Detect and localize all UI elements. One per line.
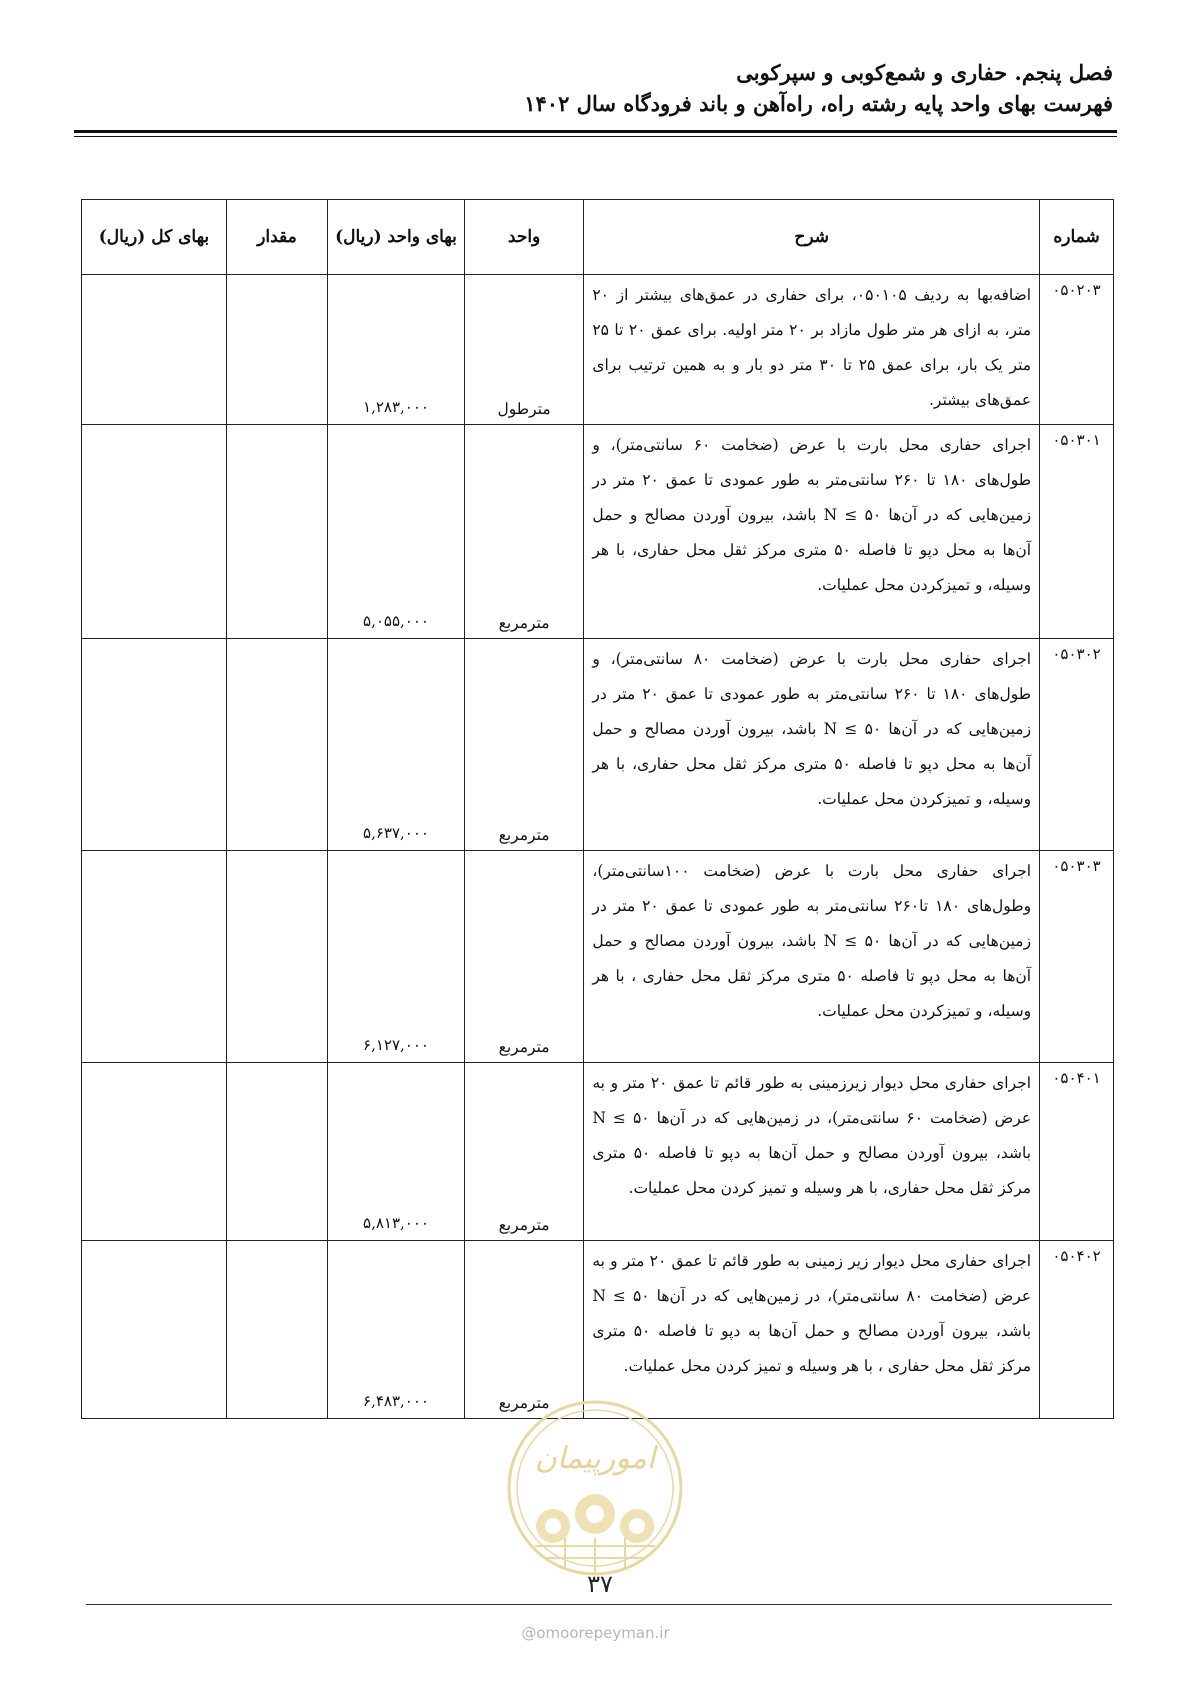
table-header-row — [82, 200, 1114, 275]
item-code: ۰۵۰۳۰۱ — [1040, 425, 1114, 639]
footer-rule — [86, 1604, 1112, 1605]
table-row — [82, 1063, 1114, 1241]
header-rule-thin — [74, 136, 1117, 137]
header-rule-thick — [74, 130, 1117, 133]
item-quantity — [226, 425, 327, 639]
table-row — [82, 1241, 1114, 1419]
header-quantity: مقدار — [226, 200, 327, 275]
price-list-table — [81, 199, 1114, 1419]
item-unit: مترطول — [464, 275, 584, 425]
item-unit-price: ۵,۸۱۳,۰۰۰ — [328, 1063, 465, 1241]
item-description: اجرای حفاری محل بارت با عرض (ضخامت ۸۰ سانتی‌متر)، و طول‌های ۱۸۰ تا ۲۶۰ سانتی‌متر به طور عمودی تا عمق ۲۰ متر در زمین‌هایی که در آن‌ها ۵۰ ≥ N باشد، بیرون آوردن مصالح و حمل آن‌ها به محل دپو تا فاصله ۵۰ متری مرکز ثقل محل حفاری، با هر وسیله، و تمیزکردن محل عملیات. — [584, 639, 1040, 851]
item-unit-price: ۱,۲۸۳,۰۰۰ — [328, 275, 465, 425]
page-header — [78, 58, 1113, 120]
website-watermark: @omoorepeyman.ir — [521, 1624, 670, 1642]
header-description: شرح — [584, 200, 1040, 275]
item-unit: مترمربع — [464, 639, 584, 851]
item-total-price — [82, 425, 227, 639]
item-unit-price: ۵,۶۳۷,۰۰۰ — [328, 639, 465, 851]
item-code: ۰۵۰۴۰۲ — [1040, 1241, 1114, 1419]
item-code: ۰۵۰۳۰۳ — [1040, 851, 1114, 1063]
header-code: شماره — [1040, 200, 1114, 275]
item-unit: مترمربع — [464, 425, 584, 639]
table-row — [82, 851, 1114, 1063]
item-description: اضافه‌بها به ردیف ۰۵۰۱۰۵، برای حفاری در عمق‌های بیشتر از ۲۰ متر، به ازای هر متر طول مازاد بر ۲۰ متر اولیه. برای عمق ۲۰ تا ۲۵ متر یک بار، برای عمق ۲۵ تا ۳۰ متر دو بار و به همین ترتیب برای عمق‌های بیشتر. — [584, 275, 1040, 425]
item-description: اجرای حفاری محل دیوار زیر زمینی به طور قائم تا عمق ۲۰ متر و به عرض (ضخامت ۸۰ سانتی‌متر)، در زمین‌هایی که در آن‌ها ۵۰ ≥ N باشد، بیرون آوردن مصالح و حمل آن‌ها به دپو تا فاصله ۵۰ متری مرکز ثقل محل حفاری ، با هر وسیله و تمیز کردن محل عملیات. — [584, 1241, 1040, 1419]
item-unit: مترمربع — [464, 1241, 584, 1419]
item-total-price — [82, 851, 227, 1063]
item-code: ۰۵۰۲۰۳ — [1040, 275, 1114, 425]
item-quantity — [226, 1241, 327, 1419]
header-unit-price: بهای واحد (ریال) — [328, 200, 465, 275]
table-row — [82, 425, 1114, 639]
item-total-price — [82, 1241, 227, 1419]
seal-text: امورپیمان — [534, 1441, 656, 1476]
item-total-price — [82, 639, 227, 851]
item-quantity — [226, 851, 327, 1063]
item-description: اجرای حفاری محل بارت با عرض (ضخامت ۶۰ سانتی‌متر)، و طول‌های ۱۸۰ تا ۲۶۰ سانتی‌متر به طور عمودی تا عمق ۲۰ متر در زمین‌هایی که در آن‌ها ۵۰ ≥ N باشد، بیرون آوردن مصالح و حمل آن‌ها به محل دپو تا فاصله ۵۰ متری مرکز ثقل محل حفاری، با هر وسیله، و تمیزکردن محل عملیات. — [584, 425, 1040, 639]
item-unit: مترمربع — [464, 1063, 584, 1241]
page-number: ۳۷ — [587, 1570, 613, 1598]
table-row — [82, 275, 1114, 425]
document-title: فهرست بهای واحد پایه رشته راه، راه‌آهن و باند فرودگاه سال ۱۴۰۲ — [524, 91, 1113, 116]
item-description: اجرای حفاری محل بارت با عرض (ضخامت ۱۰۰سانتی‌متر)، وطول‌های ۱۸۰ تا۲۶۰ سانتی‌متر به طور عمودی تا عمق ۲۰ متر در زمین‌هایی که در آن‌ها ۵۰ ≥ N باشد، بیرون آوردن مصالح و حمل آن‌ها به محل دپو تا فاصله ۵۰ متری مرکز ثقل محل حفاری ، با هر وسیله، و تمیزکردن محل عملیات. — [584, 851, 1040, 1063]
item-unit-price: ۶,۴۸۳,۰۰۰ — [328, 1241, 465, 1419]
chapter-title: فصل پنجم. حفاری و شمع‌کوبی و سپرکوبی — [736, 60, 1113, 85]
table-row — [82, 639, 1114, 851]
omoore-peyman-seal-logo — [505, 1398, 685, 1578]
item-description: اجرای حفاری محل دیوار زیرزمینی به طور قائم تا عمق ۲۰ متر و به عرض (ضخامت ۶۰ سانتی‌متر)، در زمین‌هایی که در آن‌ها ۵۰ ≥ N باشد، بیرون آوردن مصالح و حمل آن‌ها به دپو تا فاصله ۵۰ متری مرکز ثقل محل حفاری، با هر وسیله و تمیز کردن محل عملیات. — [584, 1063, 1040, 1241]
header-total-price: بهای کل (ریال) — [82, 200, 227, 275]
item-unit-price: ۶,۱۲۷,۰۰۰ — [328, 851, 465, 1063]
item-total-price — [82, 1063, 227, 1241]
item-total-price — [82, 275, 227, 425]
item-unit: مترمربع — [464, 851, 584, 1063]
header-unit: واحد — [464, 200, 584, 275]
item-code: ۰۵۰۴۰۱ — [1040, 1063, 1114, 1241]
item-code: ۰۵۰۳۰۲ — [1040, 639, 1114, 851]
item-quantity — [226, 639, 327, 851]
item-quantity — [226, 1063, 327, 1241]
item-quantity — [226, 275, 327, 425]
item-unit-price: ۵,۰۵۵,۰۰۰ — [328, 425, 465, 639]
